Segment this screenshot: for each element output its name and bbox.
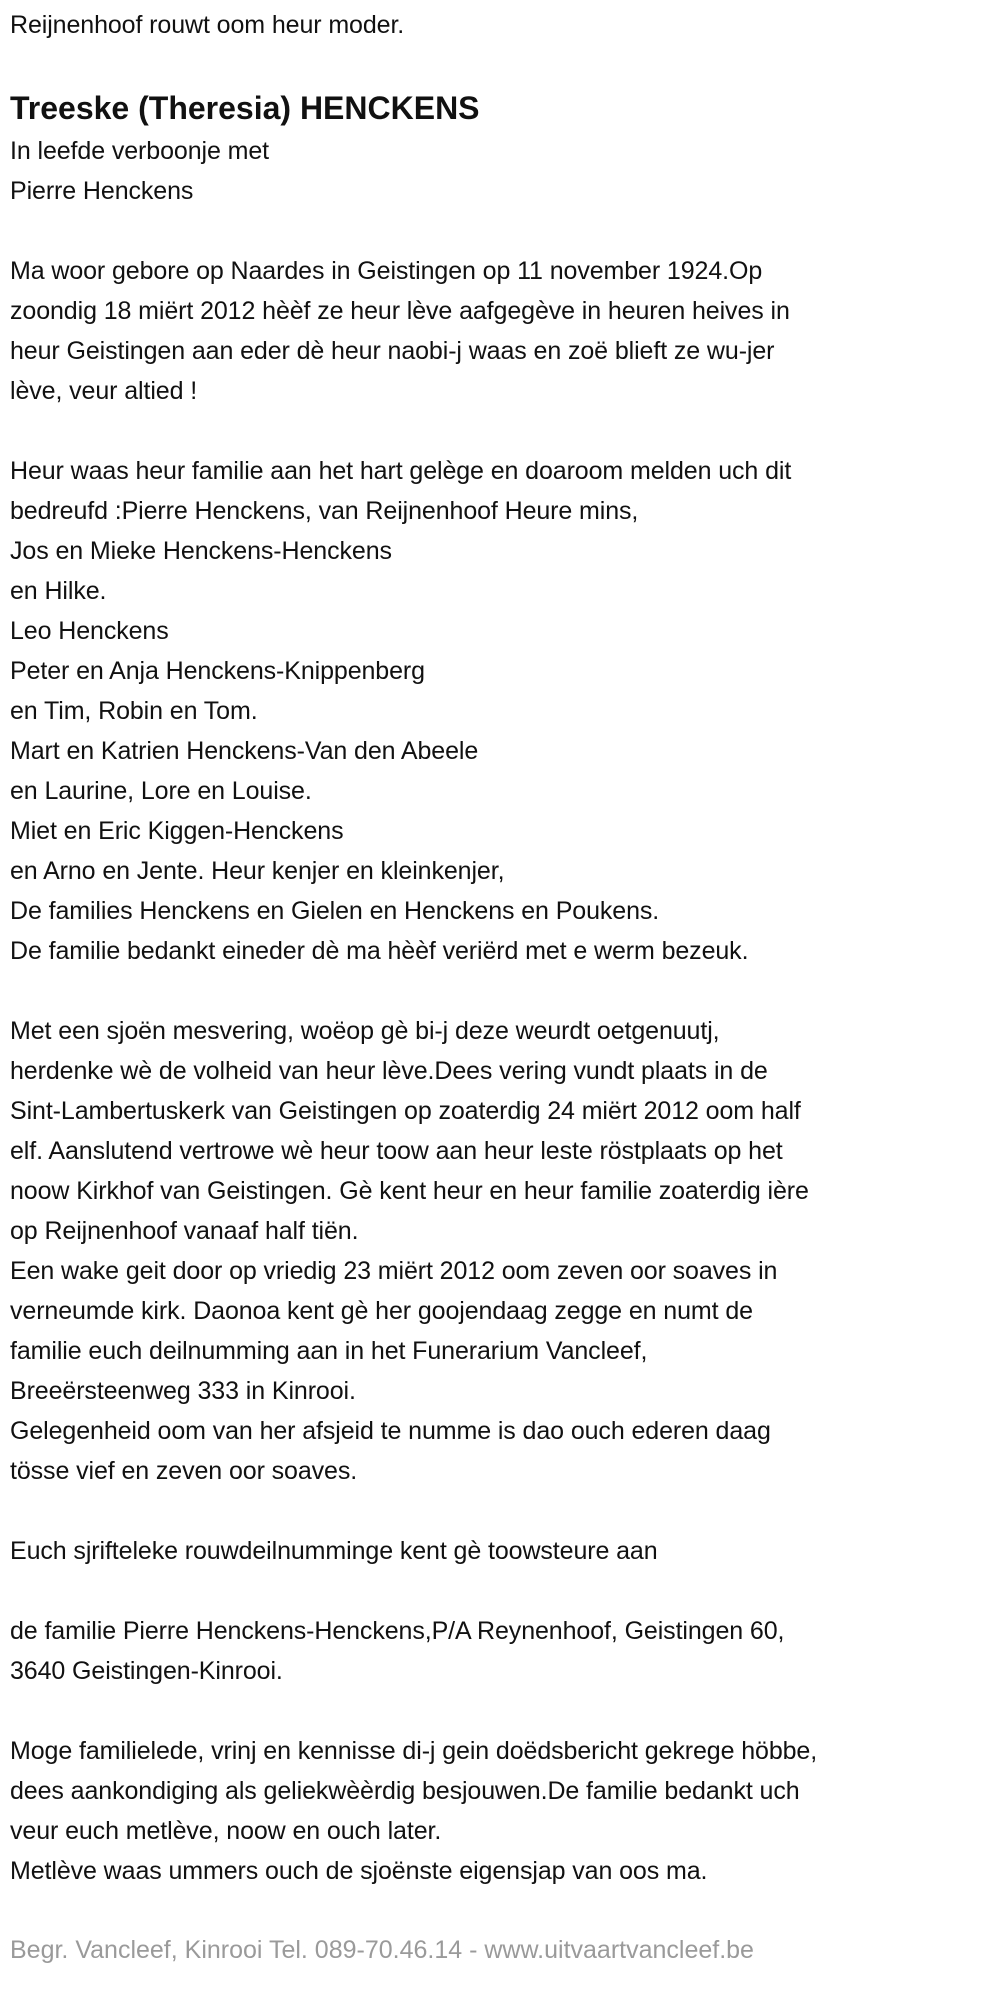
funeral-home-footer: Begr. Vancleef, Kinrooi Tel. 089-70.46.14 - www.uitvaartvancleef.be [10, 1936, 754, 1964]
paragraph-line: De families Henckens en Gielen en Henckens en Poukens. [10, 897, 660, 925]
paragraph [10, 1611, 1000, 1691]
paragraph-line: elf. Aanslutend vertrowe wè heur toow aan heur leste röstplaats op het [10, 1137, 783, 1165]
intro-line: Reijnenhoof rouwt oom heur moder. [10, 11, 405, 39]
paragraph-line: Euch sjrifteleke rouwdeilnumminge kent gè toowsteure aan [10, 1537, 658, 1565]
paragraph [10, 1731, 1000, 1891]
paragraph-line: 3640 Geistingen-Kinrooi. [10, 1657, 283, 1685]
paragraph-line: en Hilke. [10, 577, 107, 605]
paragraph-line: familie euch deilnumming aan in het Funerarium Vancleef, [10, 1337, 648, 1365]
paragraphs [10, 251, 1000, 1891]
paragraph [10, 1531, 1000, 1571]
paragraph-line: de familie Pierre Henckens-Henckens,P/A Reynenhoof, Geistingen 60, [10, 1617, 785, 1645]
paragraph-line: Met een sjoën mesvering, woëop gè bi-j deze weurdt oetgenuutj, [10, 1017, 720, 1045]
paragraph-line: op Reijnenhoof vanaaf half tiën. [10, 1217, 359, 1245]
paragraph-line: Moge familielede, vrinj en kennisse di-j gein doëdsbericht gekrege höbbe, [10, 1737, 818, 1765]
spouse-line: Pierre Henckens [10, 177, 194, 205]
paragraph-line: Peter en Anja Henckens-Knippenberg [10, 657, 425, 685]
paragraph-line: bedreufd :Pierre Henckens, van Reijnenhoof Heure mins, [10, 497, 639, 525]
paragraph-line: lève, veur altied ! [10, 377, 198, 405]
spouse-block [10, 131, 1000, 211]
paragraph [10, 1011, 1000, 1491]
paragraph-line: tösse vief en zeven oor soaves. [10, 1457, 358, 1485]
paragraph-line: Breeërsteenweg 333 in Kinrooi. [10, 1377, 356, 1405]
paragraph-line: veur euch metlève, noow en ouch later. [10, 1817, 442, 1845]
paragraph-line: heur Geistingen aan eder dè heur naobi-j waas en zoë blieft ze wu-jer [10, 337, 775, 365]
paragraph-line: Ma woor gebore op Naardes in Geistingen op 11 november 1924.Op [10, 257, 763, 285]
spouse-line: In leefde verboonje met [10, 137, 269, 165]
deceased-name: Treeske (Theresia) HENCKENS [10, 90, 480, 126]
paragraph-line: Leo Henckens [10, 617, 169, 645]
paragraph-line: en Laurine, Lore en Louise. [10, 777, 312, 805]
obituary [10, 5, 1000, 1891]
paragraph [10, 251, 1000, 411]
paragraph-line: Miet en Eric Kiggen-Henckens [10, 817, 344, 845]
paragraph-line: Jos en Mieke Henckens-Henckens [10, 537, 392, 565]
paragraph-line: herdenke wè de volheid van heur lève.Dees vering vundt plaats in de [10, 1057, 768, 1085]
paragraph-line: verneumde kirk. Daonoa kent gè her goojendaag zegge en numt de [10, 1297, 753, 1325]
paragraph-line: noow Kirkhof van Geistingen. Gè kent heur en heur familie zoaterdig ière [10, 1177, 809, 1205]
paragraph-line: en Tim, Robin en Tom. [10, 697, 258, 725]
paragraph-line: Een wake geit door op vriedig 23 miërt 2012 oom zeven oor soaves in [10, 1257, 778, 1285]
paragraph-line: dees aankondiging als geliekwèèrdig besjouwen.De familie bedankt uch [10, 1777, 800, 1805]
paragraph-line: Metlève waas ummers ouch de sjoënste eigensjap van oos ma. [10, 1857, 708, 1885]
paragraph-line: Sint-Lambertuskerk van Geistingen op zoaterdig 24 miërt 2012 oom half [10, 1097, 801, 1125]
paragraph-line: Mart en Katrien Henckens-Van den Abeele [10, 737, 479, 765]
paragraph-line: De familie bedankt eineder dè ma hèèf veriërd met e werm bezeuk. [10, 937, 749, 965]
paragraph-line: zoondig 18 miërt 2012 hèèf ze heur lève aafgegève in heuren heives in [10, 297, 790, 325]
paragraph-line: Gelegenheid oom van her afsjeid te numme is dao ouch ederen daag [10, 1417, 771, 1445]
paragraph [10, 451, 1000, 971]
paragraph-line: en Arno en Jente. Heur kenjer en kleinkenjer, [10, 857, 505, 885]
paragraph-line: Heur waas heur familie aan het hart gelège en doaroom melden uch dit [10, 457, 792, 485]
